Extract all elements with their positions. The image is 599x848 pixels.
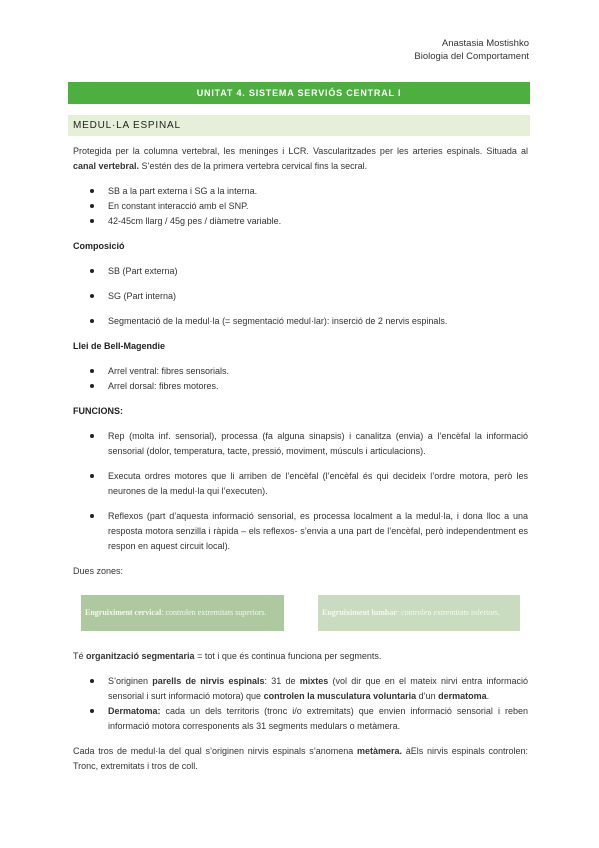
closing-text-b: àEls nirvis espinals controlen: Tronc, extremitats i tros de coll. <box>73 746 529 771</box>
list-item-text: SG (Part interna) <box>108 291 177 301</box>
list-item-text: Segmentació de la medul·la (= segmentació medul·lar): inserció de 2 nervis espinals. <box>108 316 448 326</box>
text-part: : 31 de <box>264 676 300 686</box>
text-bold: Dermatoma: <box>108 706 161 716</box>
cervical-zone-text: : controlen extremitats superiors. <box>161 608 267 617</box>
intro-paragraph <box>73 144 528 174</box>
list-item-text: Executa ordres motores que li arriben de l’encèfal (l’encèfal és qui decideix l’ordre motora, però les neurones de la medul·la qui l’executen). <box>108 471 528 496</box>
text-part: d’un <box>416 691 439 701</box>
text-bold: dermatoma <box>438 691 487 701</box>
list-item <box>73 674 528 704</box>
list-item <box>73 214 528 229</box>
unit-title-banner: UNITAT 4. SISTEMA SERVIÓS CENTRAL I <box>68 82 530 104</box>
lumbar-zone-text: : controlen extremitats inferiors. <box>396 608 500 617</box>
list-item-text: SB a la part externa i SG a la interna. <box>108 186 258 196</box>
lumbar-zone-box <box>318 595 520 631</box>
intro-bold: canal vertebral. <box>73 161 140 171</box>
bullet-icon <box>90 474 94 478</box>
bullet-icon <box>90 434 94 438</box>
text-part: . <box>486 691 490 701</box>
list-item <box>73 429 528 459</box>
section-title: MEDUL·LA ESPINAL <box>68 115 530 136</box>
bullet-icon <box>90 384 94 388</box>
list-item <box>73 289 528 304</box>
bullet-icon <box>90 319 94 323</box>
list-item-text: Arrel dorsal: fibres motores. <box>108 381 219 391</box>
course-name: Biologia del Comportament <box>414 51 529 62</box>
text-part: (vol dir que en el mateix nirvi entra informació sensorial i surt informació motora) que <box>108 676 528 701</box>
bullet-icon <box>90 219 94 223</box>
list-item-text: Rep (molta inf. sensorial), processa (fa alguna sinapsis) i canalitza (envia) a l’encèfal la informació sensorial (dolor, temperatura, tacte, pressió, moviment, músculs i articulacions). <box>108 431 528 456</box>
text-bold: mixtes <box>299 676 329 686</box>
organitzacio-post: = tot i que és continua funciona per segments. <box>194 651 382 661</box>
lumbar-zone-title: Engruiximent lumbar <box>322 608 397 617</box>
document-body <box>73 144 528 774</box>
bell-magendie-heading: Llei de Bell-Magendie <box>73 341 166 351</box>
funcions-list <box>73 429 528 554</box>
list-item <box>73 364 528 379</box>
list-item <box>73 184 528 199</box>
text-part: cada un dels territoris (tronc i/o extremitats) que envien informació sensorial i reben informació motora corresponents als 31 segments medulars o metàmera. <box>108 706 528 731</box>
composicio-heading: Composició <box>73 241 125 251</box>
closing-text-a: Cada tros de medul·la del qual s’originen nirvis espinals s’anomena <box>73 746 357 756</box>
cervical-zone-title: Engruiximent cervical <box>85 608 162 617</box>
intro-text-b: S’estén des de la primera vertebra cervical fins la secral. <box>139 161 368 171</box>
organitzacio-pre: Té <box>73 651 87 661</box>
dues-zones-label: Dues zones: <box>73 566 124 576</box>
composicio-list <box>73 264 528 329</box>
text-bold: controlen la musculatura voluntaria <box>263 691 417 701</box>
list-item-text: Reflexos (part d’aquesta informació sensorial, es processa localment a la medul·la, i dona lloc a una resposta motora senzilla i ràpida – els reflexos- s’envia a una part de l’encèfal, però independentment es respon en aquest circuit local). <box>108 511 528 551</box>
list-item <box>73 704 528 734</box>
bullet-icon <box>90 709 94 713</box>
organitzacio-bold: organització segmentaria <box>86 651 195 661</box>
bullet-icon <box>90 679 94 683</box>
list-item <box>73 469 528 499</box>
zones-figure <box>73 595 528 639</box>
list-item-text: En constant interacció amb el SNP. <box>108 201 249 211</box>
bell-magendie-list <box>73 364 528 394</box>
text-bold: parells de nirvis espinals <box>152 676 265 686</box>
bullet-icon <box>90 269 94 273</box>
author-name: Anastasia Mostishko <box>441 38 529 49</box>
intro-list <box>73 184 528 229</box>
bullet-icon <box>90 204 94 208</box>
intro-text-a: Protegida per la columna vertebral, les meninges i LCR. Vascularitzades per les arteries espinals. Situada al <box>73 146 528 156</box>
list-item <box>73 379 528 394</box>
bullet-icon <box>90 369 94 373</box>
list-item-text: Arrel ventral: fibres sensorials. <box>108 366 230 376</box>
list-item-text: SB (Part externa) <box>108 266 178 276</box>
bullet-icon <box>90 514 94 518</box>
document-header <box>414 37 529 63</box>
bullet-icon <box>90 189 94 193</box>
closing-bold: metàmera. <box>356 746 403 756</box>
organitzacio-paragraph <box>73 649 528 664</box>
list-item <box>73 509 528 554</box>
cervical-zone-box <box>81 595 284 631</box>
list-item <box>73 199 528 214</box>
organitzacio-list <box>73 674 528 734</box>
list-item <box>73 264 528 279</box>
list-item-text: 42-45cm llarg / 45g pes / diàmetre variable. <box>108 216 282 226</box>
text-part: S’originen <box>108 676 153 686</box>
closing-paragraph <box>73 744 528 774</box>
list-item <box>73 314 528 329</box>
bullet-icon <box>90 294 94 298</box>
funcions-heading: FUNCIONS: <box>73 406 123 416</box>
